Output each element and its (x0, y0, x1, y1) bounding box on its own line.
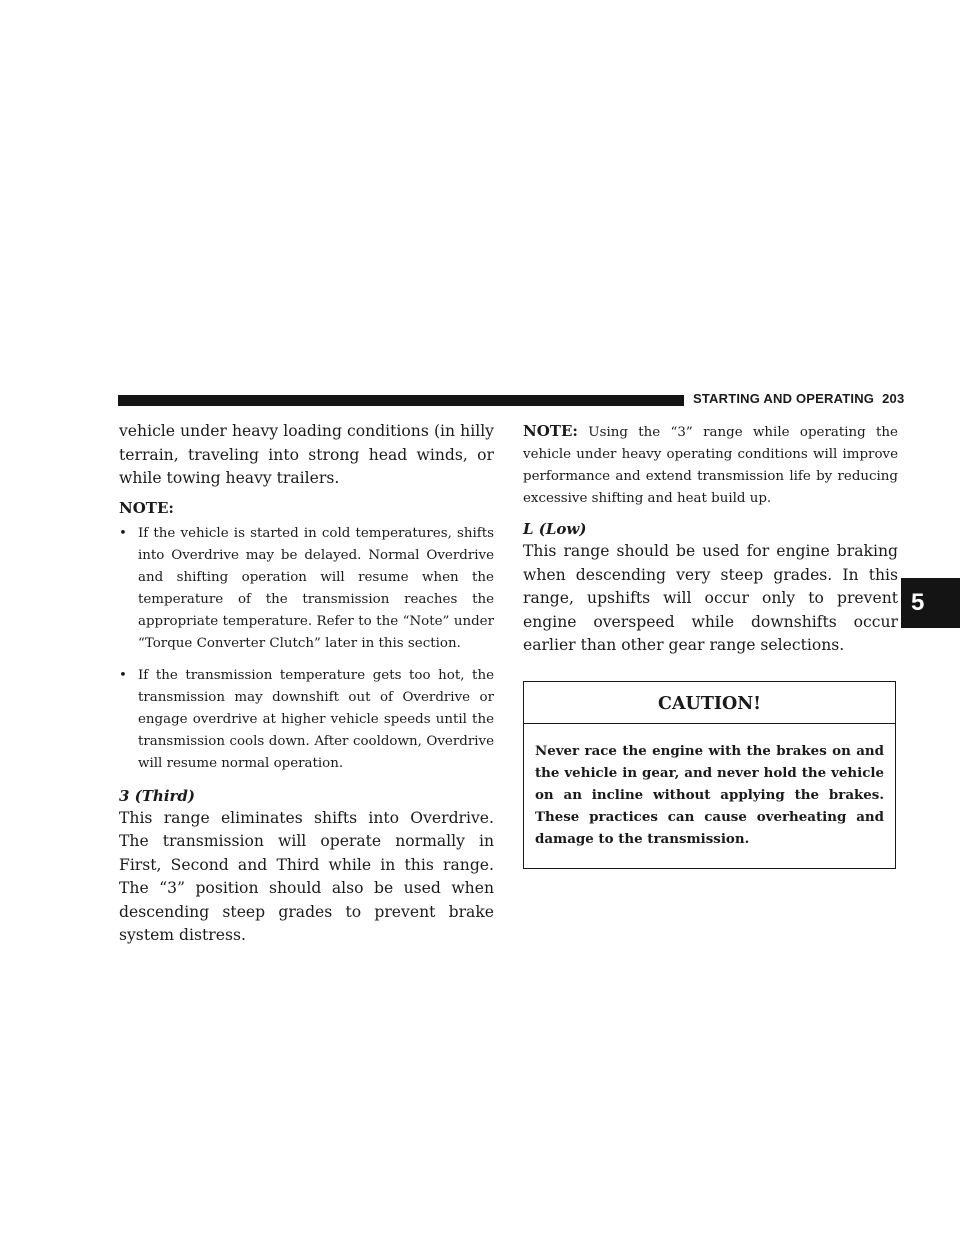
chapter-tab: 5 (901, 578, 960, 628)
caution-text: Never race the engine with the brakes on and the vehicle in gear, and never hold the vehicle on an incline without applying the brakes. These practices can cause overheating and damage to the transmission. (535, 742, 884, 847)
note-label: NOTE: (523, 422, 578, 440)
third-heading: 3 (Third) (119, 786, 196, 805)
page-number: 203 (882, 391, 905, 406)
low-heading: L (Low) (523, 520, 587, 538)
bullet-icon: • (119, 525, 127, 541)
caution-title: CAUTION! (524, 682, 895, 724)
right-column (523, 420, 898, 869)
intro-paragraph: vehicle under heavy loading conditions (in hilly terrain, traveling into strong head winds, or while towing heavy trailers. (119, 422, 494, 487)
running-header (693, 391, 904, 406)
bullet-text: If the vehicle is started in cold temperatures, shifts into Overdrive may be delayed. Normal Overdrive and shifting operation will resume when the temperature of the transmission reaches the appropriate temperature. Refer to the “Note” under “Torque Converter Clutch” later in this section. (138, 525, 494, 651)
bullet-icon: • (119, 667, 127, 683)
list-item (119, 523, 494, 655)
bullet-text: If the transmission temperature gets too hot, the transmission may downshift out of Overdrive or engage overdrive at higher vehicle speeds until the transmission cools down. After cooldown, Overdrive will resume normal operation. (138, 667, 494, 771)
caution-box (523, 681, 896, 869)
section-title: STARTING AND OPERATING (693, 391, 875, 406)
note-label: NOTE: (119, 498, 174, 517)
left-column (119, 420, 494, 948)
note-paragraph (523, 420, 898, 510)
third-paragraph: This range eliminates shifts into Overdrive. The transmission will operate normally in First, Second and Third while in this range. The “3” position should also be used when descending steep grades to prevent brake system distress. (119, 808, 494, 944)
header-rule (118, 395, 684, 406)
note-text: Using the “3” range while operating the vehicle under heavy operating conditions will improve performance and extend transmission life by reducing excessive shifting and heat build up. (523, 425, 898, 506)
list-item (119, 665, 494, 775)
note-bullets (119, 523, 494, 775)
low-paragraph: This range should be used for engine braking when descending very steep grades. In this range, upshifts will occur only to prevent engine overspeed while downshifts occur earlier than other gear range selections. (523, 542, 898, 654)
